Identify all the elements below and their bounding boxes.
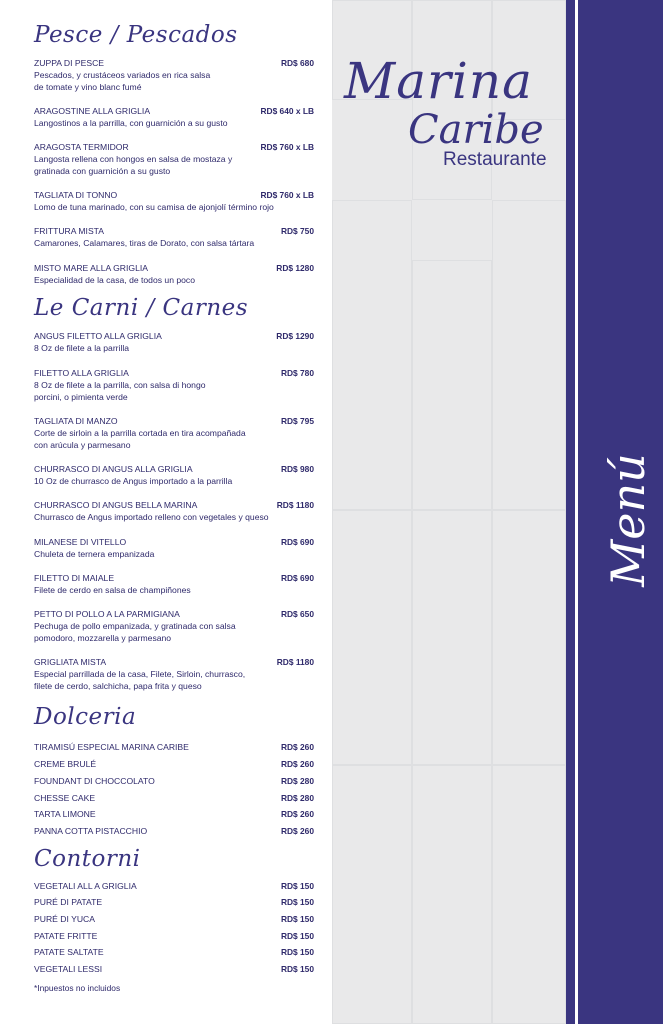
item-price: RD$ 750: [280, 226, 314, 236]
item-name: ZUPPA DI PESCE: [34, 58, 105, 68]
item-name: VEGETALI LESSI: [34, 964, 103, 974]
item-price: RD$ 760 x LB: [260, 142, 314, 152]
item-price: RD$ 980: [280, 464, 314, 474]
item-price: RD$ 260: [280, 759, 314, 769]
item-price: RD$ 690: [280, 573, 314, 583]
item-description: 10 Oz de churrasco de Angus importado a la parrilla: [34, 476, 233, 486]
item-price: RD$ 1180: [276, 657, 314, 667]
item-description: Chuleta de ternera empanizada: [34, 549, 155, 559]
menu-item: [34, 415, 314, 451]
menu-item: [34, 946, 314, 958]
item-name: CREME BRULÉ: [34, 759, 97, 769]
item-description: Churrasco de Angus importado relleno con vegetales y queso: [34, 512, 269, 522]
accent-stripe-thin: [566, 0, 575, 1024]
section-title-dolceria: Dolceria: [34, 704, 137, 730]
item-name: ARAGOSTINE ALLA GRIGLIA: [34, 106, 151, 116]
menu-item: [34, 608, 314, 644]
item-price: RD$ 640 x LB: [260, 106, 314, 116]
item-price: RD$ 260: [280, 742, 314, 752]
menu-item: [34, 792, 314, 804]
menu-item: [34, 262, 314, 286]
item-price: RD$ 1180: [276, 500, 314, 510]
item-price: RD$ 150: [280, 914, 314, 924]
menu-item: [34, 741, 314, 753]
section-title-carni: Le Carni / Carnes: [34, 295, 249, 321]
item-price: RD$ 795: [280, 416, 314, 426]
menu-item: [34, 105, 314, 129]
menu-item: [34, 499, 314, 523]
item-name: TIRAMISÚ ESPECIAL MARINA CARIBE: [34, 742, 189, 752]
item-name: GRIGLIATA MISTA: [34, 657, 107, 667]
item-name: CHURRASCO DI ANGUS BELLA MARINA: [34, 500, 198, 510]
item-name: TAGLIATA DI MANZO: [34, 416, 118, 426]
item-price: RD$ 150: [280, 931, 314, 941]
item-price: RD$ 1280: [276, 263, 314, 273]
item-price: RD$ 150: [280, 947, 314, 957]
item-name: PATATE FRITTE: [34, 931, 98, 941]
item-description: 8 Oz de filete a la parrilla: [34, 343, 130, 353]
menu-item: [34, 775, 314, 787]
menu-item: [34, 189, 314, 213]
item-price: RD$ 780: [280, 368, 314, 378]
item-price: RD$ 690: [280, 537, 314, 547]
section-title-pesce: Pesce / Pescados: [34, 22, 238, 48]
brand-subtitle: Restaurante: [443, 149, 547, 170]
menu-item: [34, 330, 314, 354]
item-name: PURÉ DI PATATE: [34, 897, 103, 907]
menu-item: [34, 367, 314, 403]
item-name: FILETTO DI MAIALE: [34, 573, 115, 583]
menu-item: [34, 141, 314, 177]
item-price: RD$ 150: [280, 881, 314, 891]
item-name: PURÉ DI YUCA: [34, 914, 95, 924]
item-name: FOUNDANT DI CHOCCOLATO: [34, 776, 155, 786]
menu-item: [34, 896, 314, 908]
menu-item: [34, 572, 314, 596]
menu-item: [34, 880, 314, 892]
item-name: FILETTO ALLA GRIGLIA: [34, 368, 129, 378]
menu-item: [34, 656, 314, 692]
item-name: TAGLIATA DI TONNO: [34, 190, 118, 200]
item-description: Corte de sirloin a la parrilla cortada en tira acompañada con arúcula y parmesano: [34, 428, 246, 450]
item-price: RD$ 1290: [276, 331, 314, 341]
item-name: MILANESE DI VITELLO: [34, 537, 127, 547]
item-price: RD$ 280: [280, 776, 314, 786]
item-description: Langosta rellena con hongos en salsa de mostaza y gratinada con guarnición a su gusto: [34, 154, 233, 176]
item-name: TARTA LIMONE: [34, 809, 96, 819]
menu-item: [34, 913, 314, 925]
item-price: RD$ 150: [280, 897, 314, 907]
item-description: Langostinos a la parrilla, con guarnición a su gusto: [34, 118, 228, 128]
item-name: PATATE SALTATE: [34, 947, 104, 957]
item-name: PANNA COTTA PISTACCHIO: [34, 826, 148, 836]
section-title-contorni: Contorni: [34, 846, 141, 872]
item-description: 8 Oz de filete a la parrilla, con salsa di hongo porcini, o pimienta verde: [34, 380, 206, 402]
item-description: Pechuga de pollo empanizada, y gratinada con salsa pomodoro, mozzarella y parmesano: [34, 621, 236, 643]
item-description: Especial parrillada de la casa, Filete, Sirloin, churrasco, filete de cerdo, salchicha, papa frita y queso: [34, 669, 246, 691]
item-description: Especialidad de la casa, de todos un poco: [34, 275, 196, 285]
item-price: RD$ 260: [280, 826, 314, 836]
item-description: Lomo de tuna marinado, con su camisa de ajonjolí término rojo: [34, 202, 274, 212]
item-name: CHURRASCO DI ANGUS ALLA GRIGLIA: [34, 464, 193, 474]
menu-item: [34, 808, 314, 820]
item-name: VEGETALI ALL A GRIGLIA: [34, 881, 137, 891]
item-description: Filete de cerdo en salsa de champiñones: [34, 585, 191, 595]
item-description: Pescados, y crustáceos variados en rica salsa de tomate y vino blanc fumé: [34, 70, 211, 92]
menu-item: [34, 930, 314, 942]
menu-side-label: Menú: [601, 453, 655, 587]
item-price: RD$ 760 x LB: [260, 190, 314, 200]
brand-name-marina: Marina: [344, 52, 533, 110]
item-name: FRITTURA MISTA: [34, 226, 105, 236]
item-name: CHESSE CAKE: [34, 793, 96, 803]
item-price: RD$ 150: [280, 964, 314, 974]
item-price: RD$ 680: [280, 58, 314, 68]
item-description: Camarones, Calamares, tiras de Dorato, con salsa tártara: [34, 238, 255, 248]
tax-footnote: *Inpuestos no incluidos: [34, 983, 121, 993]
menu-item: [34, 758, 314, 770]
item-name: ANGUS FILETTO ALLA GRIGLIA: [34, 331, 162, 341]
item-price: RD$ 650: [280, 609, 314, 619]
menu-item: [34, 536, 314, 560]
item-price: RD$ 260: [280, 809, 314, 819]
item-price: RD$ 280: [280, 793, 314, 803]
menu-item: [34, 963, 314, 975]
brand-name-caribe: Caribe: [408, 107, 544, 153]
menu-item: [34, 225, 314, 249]
item-name: ARAGOSTA TERMIDOR: [34, 142, 129, 152]
item-name: MISTO MARE ALLA GRIGLIA: [34, 263, 148, 273]
menu-item: [34, 825, 314, 837]
menu-item: [34, 57, 314, 93]
item-name: PETTO DI POLLO A LA PARMIGIANA: [34, 609, 180, 619]
menu-item: [34, 463, 314, 487]
